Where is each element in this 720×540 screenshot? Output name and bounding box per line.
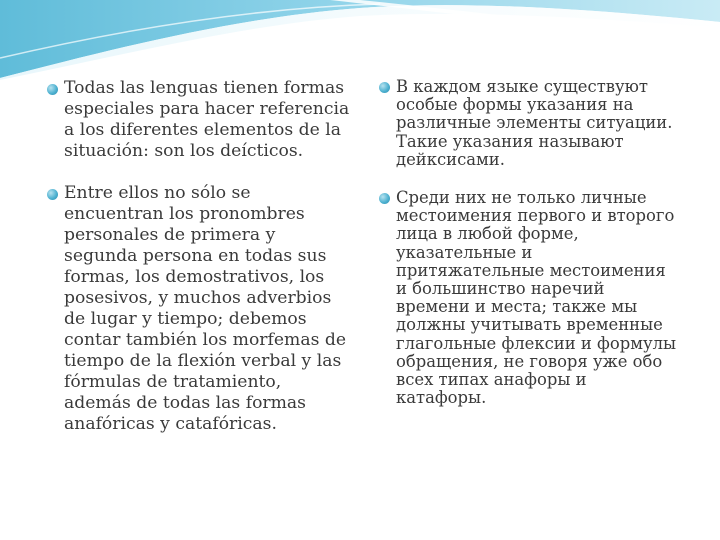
decorative-wave-banner [0,0,720,80]
bullet-text: Среди них не только личные местоимения первого и второго лица в любой форме, указательные и притяжательные местоимения и большинство наречий времени и места; также мы должны учитывать временные глагольные флексии и формулы обращения, не говоря уже обо всех типах анафоры и катафоры. [396,188,677,408]
bullet-icon [379,193,390,204]
bullet-icon [379,82,390,93]
list-item [47,78,352,162]
left-column [47,78,352,435]
list-item [379,78,679,169]
list-item [47,183,352,435]
bullet-icon [47,84,58,95]
bullet-text: Todas las lenguas tienen formas especiales para hacer referencia a los diferentes elementos de la situación: son los deícticos. [64,78,350,161]
bullet-text: Entre ellos no sólo se encuentran los pronombres personales de primera y segunda persona en todas sus formas, los demostrativos, los posesivos, y muchos adverbios de lugar y tiempo; debemos contar también los morfemas de tiempo de la flexión verbal y las fórmulas de tratamiento, además de todas las formas anafóricas y catafóricas. [64,183,347,434]
list-item [379,189,679,407]
right-column [379,78,679,407]
bullet-icon [47,189,58,200]
bullet-text: В каждом языке существуют особые формы указания на различные элементы ситуации. Такие указания называют дейксисами. [396,77,673,169]
